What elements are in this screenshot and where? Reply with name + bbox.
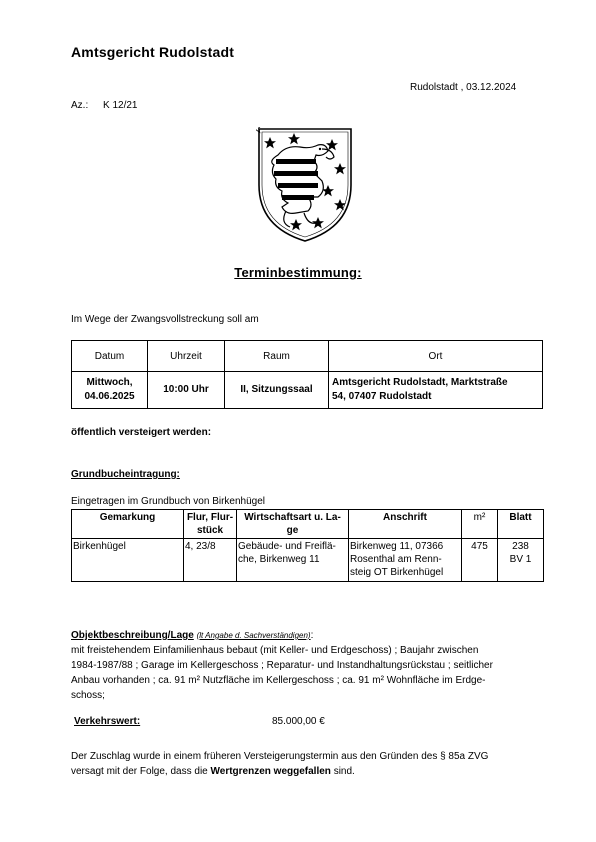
object-line2: 1984-1987/88 ; Garage im Kellergeschoss ; Reparatur- und Instandhaltungsrückstau ; seitlicher [71,660,493,671]
cell-uhrzeit: 10:00 Uhr [148,372,225,409]
cell-wirtschaftsart [237,539,349,582]
cell-datum [72,372,148,409]
cell-ort [329,372,543,409]
object-colon: : [310,630,314,641]
header-wirtschaftsart [237,510,349,539]
document-title: Terminbestimmung: [234,265,362,280]
blatt-line1: 238 [512,541,529,552]
blatt-line2: BV 1 [509,554,532,565]
header-m2: m² [462,510,498,539]
object-line4: schoss; [71,690,105,701]
object-heading-line [71,628,546,643]
closing-note [71,749,546,779]
file-ref-value: K 12/21 [103,100,138,111]
auction-note: öffentlich versteigert werden: [71,427,212,438]
header-blatt: Blatt [498,510,544,539]
anschrift-line3: steig OT Birkenhügel [350,567,444,578]
cell-flur: 4, 23/8 [184,539,237,582]
cell-gemarkung: Birkenhügel [72,539,184,582]
header-ort: Ort [329,341,543,372]
header-flur-line1: Flur, Flur- [186,512,234,523]
object-line1: mit freistehendem Einfamilienhaus bebaut (mit Keller- und Erdgeschoss) ; Baujahr zwischen [71,645,479,656]
object-sub: (lt Angabe d. Sachverständigen) [196,631,311,640]
ort-line1: Amtsgericht Rudolstadt, Marktstraße [332,377,508,388]
header-flur-line2: stück [196,525,224,536]
header-raum: Raum [225,341,329,372]
wirt-line1: Gebäude- und Freiflä- [238,541,336,552]
cell-raum: II, Sitzungssaal [225,372,329,409]
cell-blatt [498,539,544,582]
object-heading: Objektbeschreibung/Lage [71,630,194,641]
file-ref-label: Az.: [71,100,89,111]
anschrift-line1: Birkenweg 11, 07366 [350,541,444,552]
object-line3: Anbau vorhanden ; ca. 91 m² Nutzfläche im Kellergeschoss ; ca. 91 m² Wohnfläche im Erdge- [71,675,486,686]
cell-m2: 475 [462,539,498,582]
court-name: Amtsgericht Rudolstadt [71,44,235,60]
closing-line2 [71,764,546,779]
header-wirt-line2: ge [286,525,299,536]
closing-line2-bold: Wertgrenzen weggefallen [210,766,331,777]
header-flur [184,510,237,539]
cell-anschrift [349,539,462,582]
verkehrswert-label: Verkehrswert: [74,716,141,727]
datum-weekday: Mittwoch, [86,377,133,388]
object-description [71,628,546,703]
closing-line2-pre: versagt mit der Folge, dass die [71,766,211,777]
grundbuch-subheading: Eingetragen im Grundbuch von Birkenhügel [71,496,266,507]
datum-date: 04.06.2025 [84,391,135,402]
appointment-table [71,340,543,409]
wirt-line2: che, Birkenweg 11 [238,554,320,565]
intro-text: Im Wege der Zwangsvollstreckung soll am [71,314,259,325]
ort-line2: 54, 07407 Rudolstadt [332,391,432,402]
verkehrswert-value: 85.000,00 € [272,716,325,727]
header-uhrzeit: Uhrzeit [148,341,225,372]
grundbuch-table [71,509,544,582]
grundbuch-heading: Grundbucheintragung: [71,469,180,480]
header-anschrift: Anschrift [349,510,462,539]
place-date: Rudolstadt , 03.12.2024 [410,82,517,93]
coat-of-arms-icon [256,127,354,243]
anschrift-line2: Rosenthal am Renn- [350,554,442,565]
closing-line1: Der Zuschlag wurde in einem früheren Versteigerungstermin aus den Gründen des § 85a ZVG [71,751,489,762]
header-wirt-line1: Wirtschaftsart u. La- [244,512,341,523]
closing-line2-post: sind. [330,766,355,777]
header-gemarkung: Gemarkung [72,510,184,539]
header-datum: Datum [72,341,148,372]
